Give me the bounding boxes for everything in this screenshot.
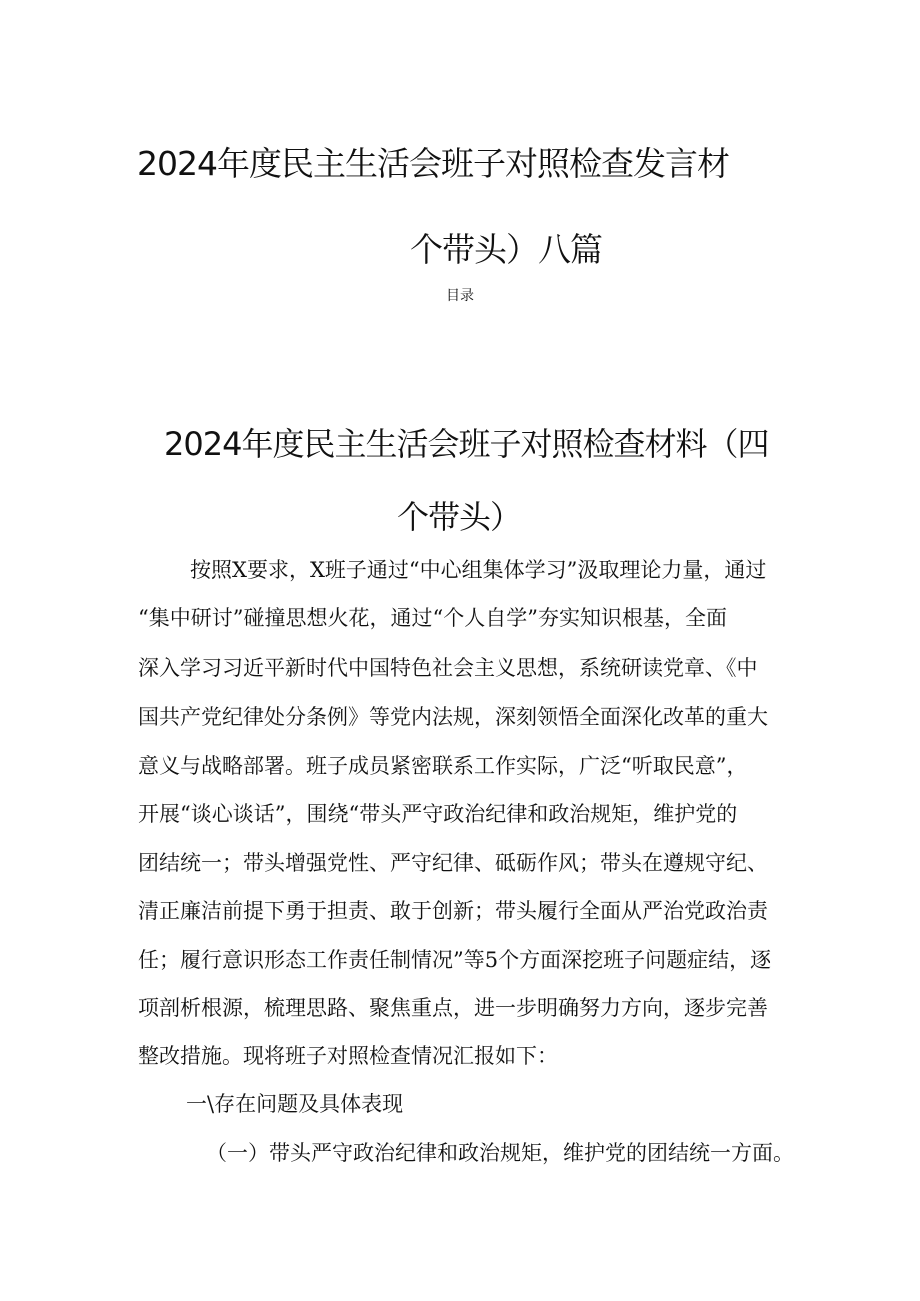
body-paragraph-line: 任；履行意识形态工作责任制情况”等5个方面深挖班子问题症结，逐 bbox=[138, 948, 772, 972]
document-title-line-2: 个带头）八篇 bbox=[410, 230, 602, 269]
body-paragraph-line: 整改措施。现将班子对照检查情况汇报如下： bbox=[138, 1044, 558, 1068]
body-paragraph-line: 意义与战略部署。班子成员紧密联系工作实际，广泛“听取民意”， bbox=[138, 754, 748, 778]
section-heading: 一\存在问题及具体表现 bbox=[186, 1092, 404, 1116]
body-paragraph-line: 团结统一；带头增强党性、严守纪律、砥砺作风；带头在遵规守纪、 bbox=[138, 851, 768, 875]
body-paragraph-line: 项剖析根源，梳理思路、聚焦重点，进一步明确努力方向，逐步完善 bbox=[138, 996, 768, 1020]
table-of-contents-label: 目录 bbox=[446, 288, 474, 304]
document-title-line-1: 2024年度民主生活会班子对照检查发言材 bbox=[137, 144, 729, 183]
body-paragraph-line: 国共产党纪律处分条例》等党内法规，深刻领悟全面深化改革的重大 bbox=[138, 705, 768, 729]
body-paragraph-line: 开展“谈心谈话”，围绕“带头严守政治纪律和政治规矩，维护党的 bbox=[138, 802, 738, 826]
body-paragraph-line: 按照X要求，X班子通过“中心组集体学习”汲取理论力量，通过 bbox=[190, 558, 767, 582]
body-paragraph-line: “集中研讨”碰撞思想火花，通过“个人自学”夯实知识根基，全面 bbox=[138, 606, 727, 630]
section-title-line-1: 2024年度民主生活会班子对照检查材料（四 bbox=[164, 425, 769, 463]
body-paragraph-line: 清正廉洁前提下勇于担责、敢于创新；带头履行全面从严治党政治责 bbox=[138, 899, 768, 923]
section-title-line-2: 个带头） bbox=[397, 498, 522, 536]
body-paragraph-line: 深入学习习近平新时代中国特色社会主义思想，系统研读党章、《中 bbox=[138, 656, 758, 680]
subsection-heading: （一）带头严守政治纪律和政治规矩，维护党的团结统一方面。 bbox=[206, 1141, 794, 1165]
